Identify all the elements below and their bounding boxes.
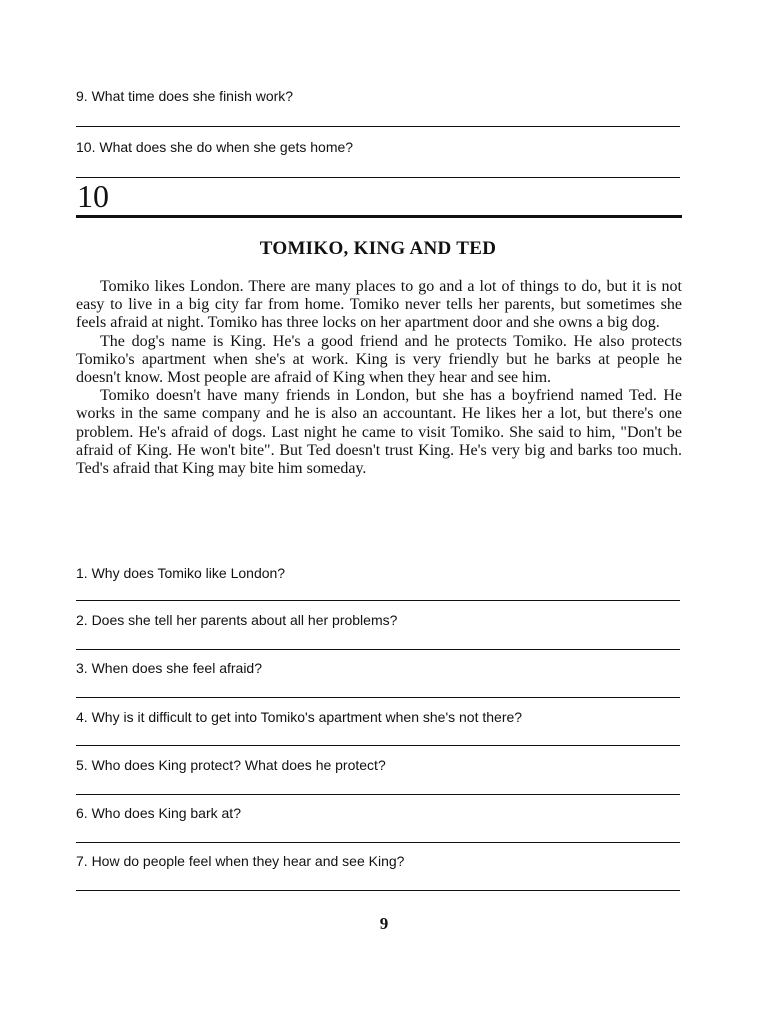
answer-line-5[interactable] <box>76 794 680 795</box>
lesson-divider <box>76 215 682 218</box>
answer-line-10[interactable] <box>76 177 680 178</box>
story-paragraph-2: The dog's name is King. He's a good friend and he protects Tomiko. He also protects Tomiko's apartment when she's at work. King is very friendly but he barks at people he doesn't know. Most people are afraid of King when they hear and see him. <box>76 332 682 387</box>
story-paragraph-1: Tomiko likes London. There are many places to go and a lot of things to do, but it is not easy to live in a big city far from home. Tomiko never tells her parents, but sometimes she feels afraid at night. Tomiko has three locks on her apartment door and she owns a big dog. <box>76 278 682 332</box>
story-title: TOMIKO, KING AND TED <box>259 238 497 259</box>
question-1: 1. Why does Tomiko like London? <box>76 565 286 581</box>
question-5: 5. Who does King protect? What does he protect? <box>76 757 386 773</box>
answer-line-7[interactable] <box>76 890 680 891</box>
question-4: 4. Why is it difficult to get into Tomiko's apartment when she's not there? <box>76 709 523 725</box>
question-10: 10. What does she do when she gets home? <box>76 139 354 155</box>
answer-line-9[interactable] <box>76 126 680 127</box>
page-number: 9 <box>379 914 389 933</box>
question-6: 6. Who does King bark at? <box>76 805 241 821</box>
answer-line-3[interactable] <box>76 697 680 698</box>
question-7: 7. How do people feel when they hear and see King? <box>76 853 405 869</box>
story-body <box>76 278 682 478</box>
lesson-number: 10 <box>77 178 109 214</box>
question-9: 9. What time does she finish work? <box>76 88 294 104</box>
answer-line-1[interactable] <box>76 600 680 601</box>
answer-line-4[interactable] <box>76 745 680 746</box>
question-3: 3. When does she feel afraid? <box>76 660 263 676</box>
answer-line-2[interactable] <box>76 649 680 650</box>
story-paragraph-3: Tomiko doesn't have many friends in London, but she has a boyfriend named Ted. He works in the same company and he is also an accountant. He likes her a lot, but there's one problem. He's afraid of dogs. Last night he came to visit Tomiko. She said to him, "Don't be afraid of King. He won't bite". But Ted doesn't trust King. He's very big and barks too much. Ted's afraid that King may bite him someday. <box>76 387 682 478</box>
answer-line-6[interactable] <box>76 842 680 843</box>
question-2: 2. Does she tell her parents about all her problems? <box>76 612 398 628</box>
